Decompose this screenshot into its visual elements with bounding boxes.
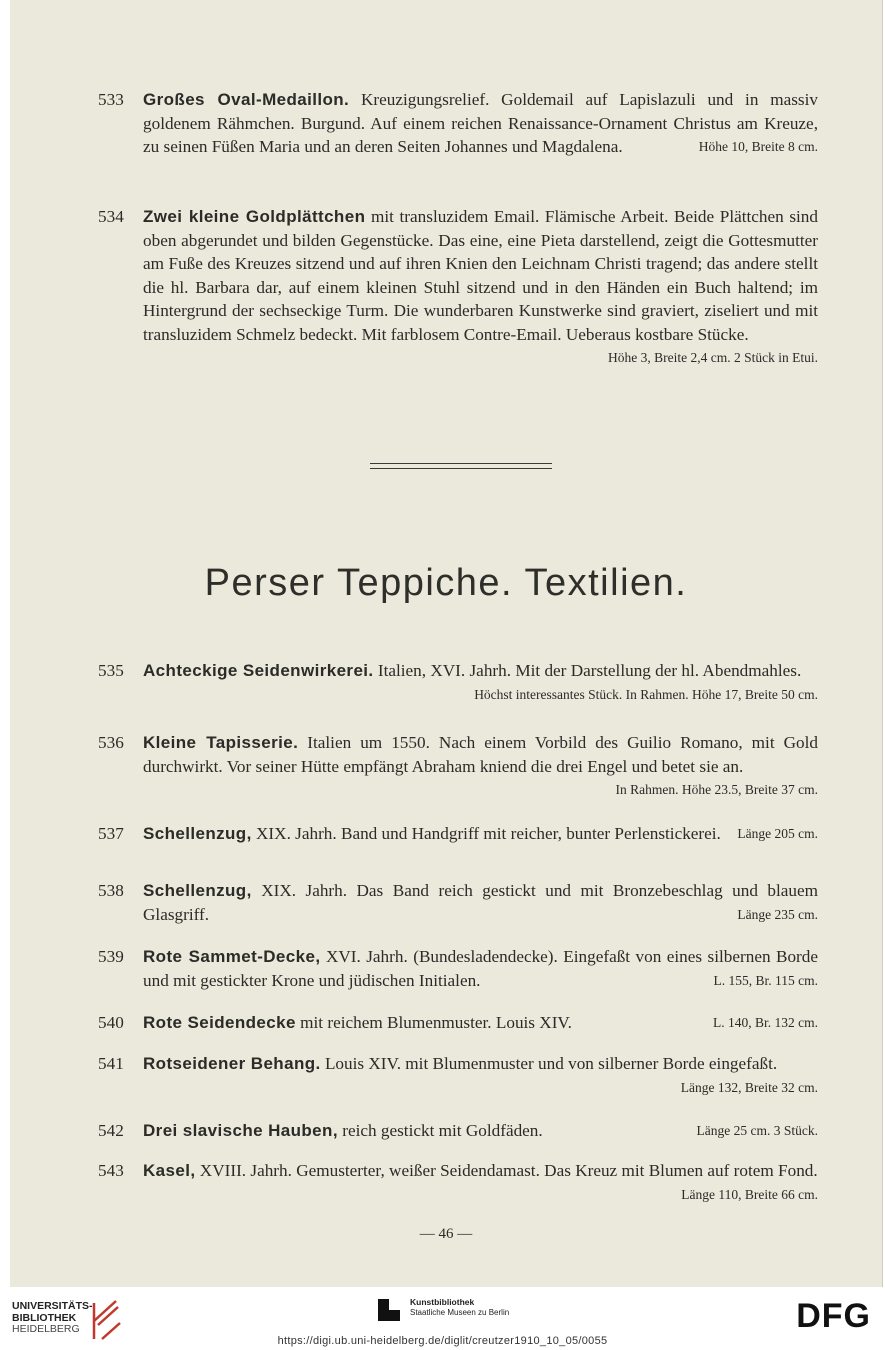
entry-body <box>143 731 818 797</box>
entry-dimensions: Höhe 10, Breite 8 cm. <box>698 139 818 154</box>
university-line-3: HEIDELBERG <box>12 1323 80 1335</box>
entry-text: XVI. Jahrh. (Bundesladendecke). Eingefaßt von eines silbernen Borde und mit gestickter Krone und jüdischen Initialen. <box>143 947 818 990</box>
catalog-page <box>10 0 883 1287</box>
entry-number: 540 <box>98 1013 124 1032</box>
entry-text: Kreuzigungsrelief. Goldemail auf Lapislazuli und in massiv goldenem Rähmchen. Burgund. Auf einem reichen Renaissance-Ornament Christus am Kreuze, zu seinen Füßen Maria und an deren Seiten Johannes und Magdalena. <box>143 90 818 156</box>
entry-body <box>143 1119 818 1143</box>
catalog-entry-538 <box>98 879 818 926</box>
catalog-entry-543 <box>98 1159 818 1206</box>
entry-title: Rote Sammet-Decke, <box>143 947 321 966</box>
entry-text: XIX. Jahrh. Band und Handgriff mit reicher, bunter Perlenstickerei. <box>251 824 721 843</box>
entry-text: XVIII. Jahrh. Gemusterter, weißer Seidendamast. Das Kreuz mit Blumen auf rotem Fond. <box>195 1161 818 1180</box>
entry-number: 541 <box>98 1054 124 1073</box>
entry-body <box>143 1011 818 1035</box>
entry-text: Louis XIV. mit Blumenmuster und von silberner Borde eingefaßt. <box>320 1054 778 1073</box>
kb-subtitle: Staatliche Museen zu Berlin <box>410 1308 510 1317</box>
entry-title: Kleine Tapisserie. <box>143 733 299 752</box>
entry-text: Italien, XVI. Jahrh. Mit der Darstellung der hl. Abendmahles. <box>373 661 802 680</box>
catalog-entry-541 <box>98 1052 818 1099</box>
entry-number: 543 <box>98 1161 124 1180</box>
entry-text: mit transluzidem Email. Flämische Arbeit. Beide Plättchen sind oben abgerundet und bilden Gegenstücke. Das eine, eine Pieta darstellend, zeigt die Gottesmutter am Fuße des Kreuzes sitzend und auf ihren Knien den Leichnam Christi tragend; das andere stellt die hl. Barbara dar, auf einem kleinen Stuhl sitzend und in den Händen ein Buch haltend; im Hintergrund der sechseckige Turm. Die wunderbaren Kunstwerke sind graviert, ziseliert und mit transluzidem Schmelz bedeckt. Mit farblosem Contre-Email. Ueberaus kostbare Stücke. <box>143 207 818 344</box>
entry-text: mit reichem Blumenmuster. Louis XIV. <box>295 1013 572 1032</box>
university-library-logo-text[interactable] <box>12 1301 93 1336</box>
entry-title: Zwei kleine Goldplättchen <box>143 207 366 226</box>
permalink-url[interactable]: https://digi.ub.uni-heidelberg.de/diglit/creutzer1910_10_05/0055 <box>277 1335 608 1347</box>
entry-dimensions: Länge 235 cm. <box>737 906 818 922</box>
kunstbibliothek-icon[interactable] <box>378 1299 400 1321</box>
entry-title: Schellenzug, <box>143 824 252 843</box>
entry-dimensions: Länge 25 cm. 3 Stück. <box>696 1123 818 1138</box>
entry-number: 534 <box>98 207 124 226</box>
entry-title: Großes Oval-Medaillon. <box>143 90 350 109</box>
catalog-entry-536 <box>98 731 818 802</box>
entry-dimensions: In Rahmen. Höhe 23.5, Breite 37 cm. <box>615 782 818 797</box>
catalog-entry-534 <box>98 205 818 370</box>
university-line-2: BIBLIOTHEK <box>12 1311 77 1324</box>
entry-body <box>143 1159 818 1202</box>
entry-dimensions: Höchst interessantes Stück. In Rahmen. Höhe 17, Breite 50 cm. <box>474 686 818 702</box>
entry-body <box>143 822 818 846</box>
kunstbibliothek-label[interactable] <box>410 1297 509 1318</box>
entry-title: Drei slavische Hauben, <box>143 1121 338 1140</box>
entry-dimensions: Höhe 3, Breite 2,4 cm. 2 Stück in Etui. <box>608 350 818 365</box>
entry-body <box>143 205 818 365</box>
entry-title: Kasel, <box>143 1161 196 1180</box>
entry-text: Italien um 1550. Nach einem Vorbild des Guilio Romano, mit Gold durchwirkt. Vor seiner Hütte empfängt Abraham kniend die drei Engel und betet sie an. <box>143 733 818 776</box>
section-title: Perser Teppiche. Textilien. <box>204 562 688 604</box>
entry-text: reich gestickt mit Goldfäden. <box>337 1121 543 1140</box>
entry-body <box>143 945 818 992</box>
entry-title: Schellenzug, <box>143 881 252 900</box>
entry-text: XIX. Jahrh. Das Band reich gestickt und mit Bronzebeschlag und blauem Glasgriff. <box>143 881 818 924</box>
entry-number: 533 <box>98 90 124 109</box>
entry-number: 538 <box>98 881 124 900</box>
catalog-entry-540 <box>98 1011 818 1035</box>
entry-number: 542 <box>98 1121 124 1140</box>
catalog-entry-533 <box>98 88 818 159</box>
entry-title: Rote Seidendecke <box>143 1013 296 1032</box>
entry-dimensions: Länge 205 cm. <box>737 826 818 841</box>
page-number: — 46 — <box>419 1226 473 1242</box>
catalog-entry-539 <box>98 945 818 992</box>
dfg-logo[interactable]: DFG <box>796 1297 871 1335</box>
entry-number: 537 <box>98 824 124 843</box>
section-divider <box>370 463 552 469</box>
entry-body <box>143 88 818 159</box>
entry-dimensions: Länge 132, Breite 32 cm. <box>680 1079 818 1095</box>
catalog-entry-535 <box>98 659 818 706</box>
university-line-1: UNIVERSITÄTS- <box>12 1300 93 1312</box>
kb-title: Kunstbibliothek <box>410 1297 475 1307</box>
entry-body <box>143 659 818 702</box>
entry-body <box>143 879 818 926</box>
catalog-entry-537 <box>98 822 818 846</box>
viewer-footer <box>0 1287 885 1350</box>
catalog-entry-542 <box>98 1119 818 1143</box>
entry-number: 539 <box>98 947 124 966</box>
entry-title: Achteckige Seidenwirkerei. <box>143 661 374 680</box>
entry-body <box>143 1052 818 1095</box>
entry-title: Rotseidener Behang. <box>143 1054 321 1073</box>
entry-number: 536 <box>98 733 124 752</box>
entry-number: 535 <box>98 661 124 680</box>
entry-dimensions: L. 140, Br. 132 cm. <box>713 1015 818 1030</box>
entry-dimensions: L. 155, Br. 115 cm. <box>713 972 818 988</box>
entry-dimensions: Länge 110, Breite 66 cm. <box>681 1186 818 1202</box>
